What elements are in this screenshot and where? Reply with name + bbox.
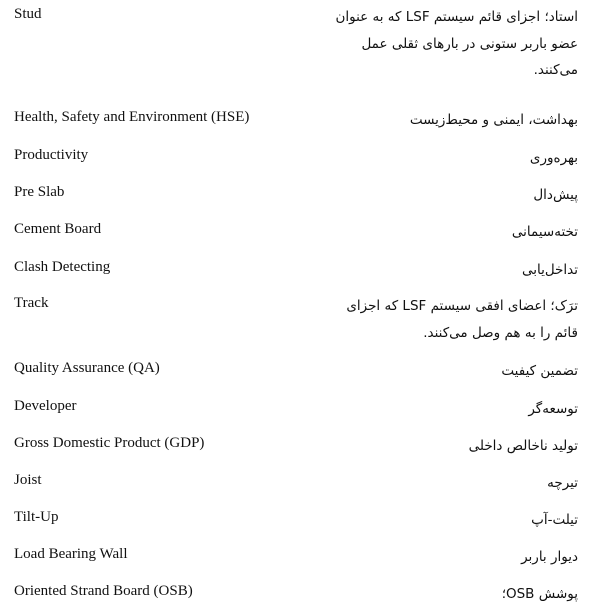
definition-line: پوشش OSB؛ — [501, 586, 578, 602]
persian-definition — [300, 507, 578, 534]
definition-line: تداخل‌یابی — [521, 262, 578, 278]
definition-line: می‌کنند. — [533, 62, 578, 78]
english-term: Productivity — [14, 147, 89, 163]
persian-definition — [300, 182, 578, 209]
persian-definition — [300, 145, 578, 172]
persian-definition — [300, 107, 578, 134]
definition-line: توسعه‌گر — [528, 401, 578, 417]
definition-line: قائم را به هم وصل می‌کنند. — [423, 324, 578, 341]
definition-line: پیش‌دال — [533, 187, 578, 203]
definition-line: بهره‌وری — [529, 150, 578, 166]
english-term: Load Bearing Wall — [14, 546, 128, 562]
english-term: Gross Domestic Product (GDP) — [14, 435, 205, 451]
persian-definition — [300, 219, 578, 246]
persian-definition — [300, 581, 578, 608]
definition-line: ترَک؛ اعضای افقی سیستم LSF که اجزای — [346, 298, 578, 314]
persian-definition — [300, 396, 578, 423]
persian-definition — [300, 433, 578, 460]
persian-definition — [300, 257, 578, 284]
persian-definition — [300, 358, 578, 385]
english-term: Health, Safety and Environment (HSE) — [14, 109, 250, 125]
english-term: Developer — [14, 398, 77, 414]
english-term: Cement Board — [14, 221, 102, 237]
english-term: Track — [14, 295, 49, 311]
persian-definition — [300, 293, 578, 346]
definition-line: تیلت-آپ — [531, 512, 578, 528]
persian-definition — [300, 544, 578, 571]
english-term: Pre Slab — [14, 184, 65, 200]
english-term: Stud — [14, 6, 42, 22]
definition-line: تیرچه — [547, 475, 578, 491]
persian-definition — [300, 470, 578, 497]
definition-line: دیوار باربر — [521, 549, 578, 565]
definition-line: عضو باربر ستونی در بارهای ثقلی عمل — [361, 35, 578, 52]
persian-definition — [300, 4, 578, 84]
english-term: Clash Detecting — [14, 259, 111, 275]
english-term: Joist — [14, 472, 42, 488]
english-term: Quality Assurance (QA) — [14, 360, 160, 376]
definition-line: استاد؛ اجزای قائم سیستم LSF که به عنوان — [335, 9, 578, 25]
definition-line: تخته‌سیمانی — [511, 224, 578, 240]
english-term: Oriented Strand Board (OSB) — [14, 583, 193, 599]
definition-line: بهداشت، ایمنی و محیط‌زیست — [409, 112, 578, 128]
definition-line: تولید ناخالص داخلی — [468, 438, 578, 454]
english-term: Tilt-Up — [14, 509, 59, 525]
definition-line: تضمین کیفیت — [501, 363, 578, 379]
